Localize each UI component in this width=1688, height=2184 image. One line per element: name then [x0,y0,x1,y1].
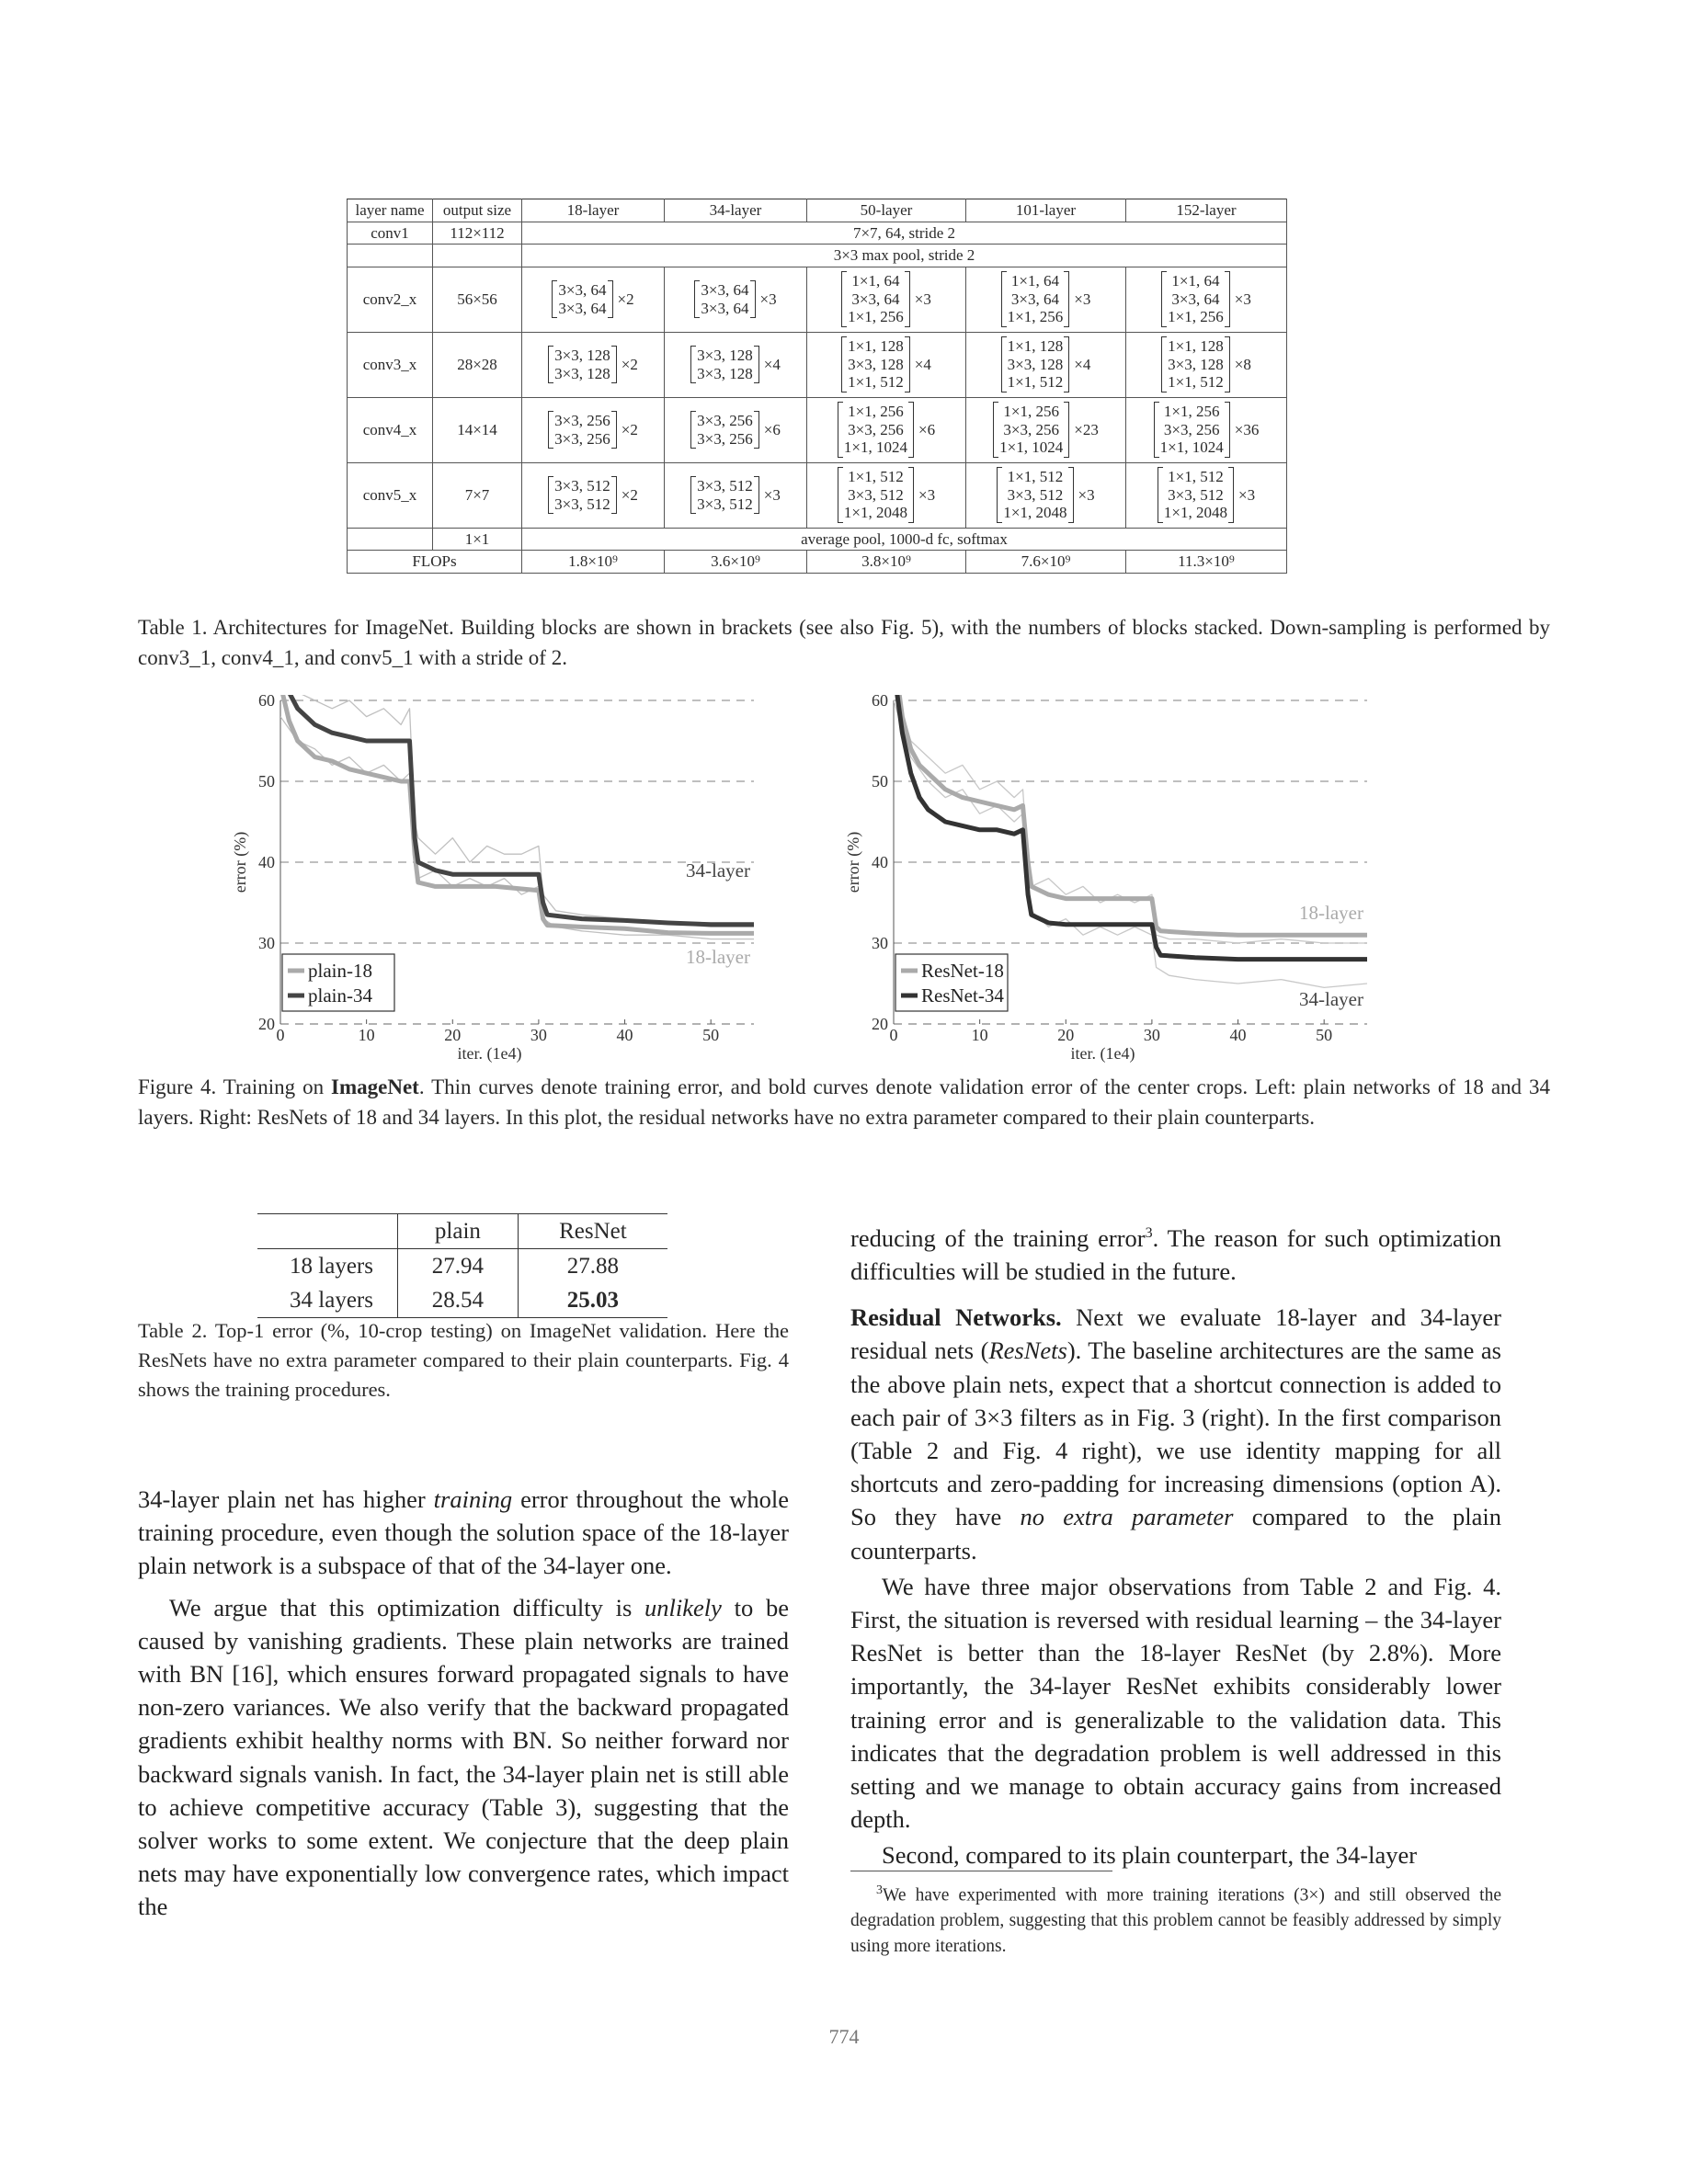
table-2-header [257,1214,398,1249]
block-spec [522,267,665,332]
bracket-block [1001,336,1091,392]
block-line: 3×3, 64 [1171,290,1220,308]
block-line: 3×3, 256 [848,420,904,438]
block-line: 3×3, 128 [697,364,753,382]
block-spec [966,332,1126,397]
layer-name: conv3_x [348,332,433,397]
flops-label: FLOPs [348,551,522,574]
legend-label: ResNet-34 [921,984,1004,1007]
block-spec [807,332,966,397]
block-multiplier: ×4 [914,355,931,373]
output-size: 112×112 [433,222,522,245]
x-tick-label: 40 [616,1026,633,1044]
table-2-header-row [257,1214,667,1249]
x-tick-label: 10 [971,1026,988,1044]
table-1-caption: Table 1. Architectures for ImageNet. Building blocks are shown in brackets (see also Fig. 5), with the numbers of blocks stacked. Down-sampling is performed by conv3_1, conv4_1, and conv5_1 with a stride of 2. [138,616,1550,669]
block-multiplier: ×3 [1074,290,1091,308]
table-1-row-maxpool [348,245,1287,267]
series-annotation: 18-layer [1299,902,1363,924]
series-annotation: 34-layer [686,859,750,882]
y-tick-label: 20 [872,1015,888,1033]
paragraph: Second, compared to its plain counterpart, the 34-layer [882,1841,1418,1870]
table-2-caption: Table 2. Top-1 error (%, 10-crop testing) on ImageNet validation. Here the ResNets have no extra parameter compared to their plain counterparts. Fig. 4 shows the training procedures. [138,1319,789,1401]
series-line [894,688,1367,943]
y-tick-label: 20 [258,1015,275,1033]
paragraph: We argue that this optimization difficulty is unlikely to be caused by vanishing gradients. These plain networks are trained with BN [16], which ensures forward propagated signals to have non-zero variances. We also verify that the backward propagated gradients exhibit healthy norms with BN. So neither forward nor backward signals vanish. In fact, the 34-layer plain net is still able to achieve competitive accuracy (Table 3), suggesting that the solver works to some extent. We conjecture that the deep plain nets may have exponentially low convergence rates, which impact the [138,1593,790,1921]
block-line: 3×3, 512 [554,477,610,495]
legend-label: plain-34 [308,984,372,1007]
block-multiplier: ×3 [918,485,936,504]
block-line: 3×3, 64 [851,290,900,308]
block-line: 1×1, 256 [1163,403,1220,421]
block-line: 1×1, 256 [1168,308,1224,326]
table-1-header: 152-layer [1126,199,1287,222]
table-2-header: ResNet [518,1214,667,1249]
bracket-block [690,411,781,449]
y-axis-label: error (%) [844,831,862,893]
flops-value: 11.3×10⁹ [1126,551,1287,574]
block-multiplier: ×2 [621,420,638,438]
table-1-row-stage [348,332,1287,397]
block-line: 3×3, 256 [1003,420,1059,438]
table-1-header: 18-layer [522,199,665,222]
y-tick-label: 30 [872,934,888,952]
block-line: 1×1, 512 [1007,373,1064,392]
x-tick-label: 0 [889,1026,898,1044]
block-multiplier: ×6 [763,420,781,438]
table-2-cell: 18 layers [257,1249,398,1284]
block-line: 3×3, 64 [701,281,749,300]
paragraph: reducing of the training error$^3$. The reason for such optimization difficulties will be studied in the future. [850,1223,1501,1286]
block-multiplier: ×2 [621,485,638,504]
block-line: 3×3, 128 [1007,355,1064,373]
block-line: 1×1, 2048 [1003,504,1067,522]
layer-name: conv1 [348,222,433,245]
bracket-block [1001,271,1091,327]
y-tick-label: 30 [258,934,275,952]
block-line: 3×3, 512 [848,485,904,504]
bracket-block [548,411,638,449]
x-tick-label: 20 [1057,1026,1075,1044]
legend-label: ResNet-18 [921,960,1004,982]
table-1 [347,199,1287,574]
block-line: 3×3, 512 [697,477,753,495]
series-line [280,717,754,939]
table-1-row-conv1 [348,222,1287,245]
block-spec [665,462,807,528]
section-heading: Residual Networks. [850,1303,1062,1332]
figure-4-caption [138,1072,1550,1132]
table-1-header-row [348,199,1287,222]
x-tick-label: 0 [276,1026,285,1044]
block-line: 3×3, 256 [554,412,610,430]
bracket-block [548,346,638,383]
paragraph: 34-layer plain net has higher training error throughout the whole training procedure, even though the solution space of the 18-layer plain network is a subspace of that of the 34-layer one. [138,1485,789,1580]
block-line: 3×3, 512 [1007,485,1064,504]
y-tick-label: 40 [872,853,888,871]
block-multiplier: ×3 [1234,290,1251,308]
table-2 [257,1213,667,1318]
block-multiplier: ×4 [763,355,781,373]
conv1-spec: 7×7, 64, stride 2 [522,222,1287,245]
block-line: 1×1, 64 [851,272,900,290]
table-2-cell: 34 layers [257,1283,398,1318]
block-line: 1×1, 256 [848,308,904,326]
output-size: 1×1 [433,528,522,551]
output-size: 7×7 [433,462,522,528]
block-line: 1×1, 256 [848,403,904,421]
block-line: 1×1, 2048 [843,504,907,522]
final-spec: average pool, 1000-d fc, softmax [522,528,1287,551]
table-1-header: layer name [348,199,433,222]
output-size: 56×56 [433,267,522,332]
series-annotation: 34-layer [1299,988,1363,1010]
bracket-block [993,402,1099,458]
bracket-block [841,336,931,392]
block-line: 1×1, 512 [1007,468,1064,486]
bracket-block [548,476,638,514]
table-2-row [257,1249,667,1284]
block-line: 1×1, 128 [848,337,904,356]
y-axis-label: error (%) [231,831,249,893]
table-2-cell: 27.88 [566,1253,620,1279]
bracket-block [838,467,935,523]
flops-value: 3.6×10⁹ [665,551,807,574]
block-line: 3×3, 64 [1010,290,1059,308]
legend-label: plain-18 [308,960,372,982]
block-line: 1×1, 256 [1007,308,1064,326]
block-spec [522,462,665,528]
flops-value: 1.8×10⁹ [522,551,665,574]
paragraph: Residual Networks. Next we evaluate 18-layer and 34-layer residual nets (ResNets). The baseline architectures are the same as the above plain nets, expect that a shortcut connection is added to each pair of 3×3 filters as in Fig. 3 (right). In the first comparison (Table 2 and Fig. 4 right), we use identity mapping for all shortcuts and zero-padding for increasing dimensions (option A). So they have no extra parameter compared to the plain counterparts. [850,1303,1502,1564]
bracket-block [690,476,781,514]
figure-4-left-chart [225,688,814,1074]
table-1-row-stage [348,267,1287,332]
block-line: 3×3, 256 [697,412,753,430]
flops-value: 3.8×10⁹ [807,551,966,574]
series-line [280,688,754,933]
block-line: 1×1, 1024 [843,438,907,457]
block-multiplier: ×4 [1074,355,1091,373]
x-tick-label: 40 [1229,1026,1247,1044]
block-line: 3×3, 64 [558,281,607,300]
y-tick-label: 50 [872,772,888,791]
block-line: 3×3, 512 [554,495,610,513]
bracket-block [694,280,776,318]
block-line: 3×3, 128 [848,355,904,373]
series-annotation: 18-layer [686,946,750,968]
block-line: 1×1, 64 [1171,272,1220,290]
block-line: 3×3, 256 [554,429,610,448]
block-multiplier: ×8 [1234,355,1251,373]
x-tick-label: 50 [702,1026,720,1044]
table-2-cell-best: 25.03 [518,1283,667,1318]
block-line: 3×3, 128 [554,364,610,382]
table-1-header: 34-layer [665,199,807,222]
block-line: 3×3, 64 [701,299,749,317]
block-spec [522,332,665,397]
table-1-header: 101-layer [966,199,1126,222]
output-size: 14×14 [433,397,522,462]
bracket-block [552,280,633,318]
table-2-cell: 27.94 [398,1249,519,1284]
block-spec [1126,332,1287,397]
figure-4-right-chart [838,688,1427,1074]
bracket-block [1161,271,1251,327]
block-line: 3×3, 128 [554,347,610,365]
paragraph: We have three major observations from Table 2 and Fig. 4. First, the situation is reversed with residual learning – the 34-layer ResNet is better than the 18-layer ResNet (by 2.8%). More importantly, the 34-layer ResNet exhibits considerably lower training error and is generalizable to the validation data. This indicates that the degradation problem is well addressed in this setting and we manage to obtain accuracy gains from increased depth. [850,1572,1501,1834]
x-tick-label: 30 [1143,1026,1160,1044]
block-line: 1×1, 64 [1010,272,1059,290]
block-line: 3×3, 128 [1168,355,1224,373]
block-line: 1×1, 1024 [1159,438,1224,457]
bracket-block [1154,402,1260,458]
block-spec [665,267,807,332]
bracket-block [997,467,1094,523]
block-spec [1126,267,1287,332]
block-line: 1×1, 512 [1168,373,1224,392]
maxpool-spec: 3×3 max pool, stride 2 [522,245,1287,267]
block-spec [807,462,966,528]
block-line: 1×1, 512 [1168,468,1224,486]
page-number: 774 [828,2025,860,2048]
block-multiplier: ×36 [1234,420,1260,438]
block-spec [665,332,807,397]
table-1-header: 50-layer [807,199,966,222]
y-tick-label: 40 [258,853,275,871]
x-tick-label: 30 [530,1026,547,1044]
layer-name: conv4_x [348,397,433,462]
x-tick-label: 50 [1316,1026,1333,1044]
bracket-block [838,402,935,458]
caption-prefix: Figure 4. Training on [138,1075,332,1098]
bracket-block [1158,467,1255,523]
block-multiplier: ×3 [759,290,777,308]
y-tick-label: 60 [258,691,275,710]
output-size: 28×28 [433,332,522,397]
table-1-row-stage [348,462,1287,528]
block-spec [807,267,966,332]
table-1-row-flops [348,551,1287,574]
block-multiplier: ×23 [1074,420,1099,438]
y-tick-label: 60 [872,691,888,710]
y-tick-label: 50 [258,772,275,791]
block-spec [966,397,1126,462]
flops-value: 7.6×10⁹ [966,551,1126,574]
block-line: 3×3, 256 [697,429,753,448]
block-spec [665,397,807,462]
block-line: 3×3, 256 [1163,420,1220,438]
x-tick-label: 10 [358,1026,375,1044]
table-1-header: output size [433,199,522,222]
block-spec [966,267,1126,332]
caption-bold: ImageNet [331,1075,419,1098]
block-multiplier: ×3 [1078,485,1095,504]
block-line: 3×3, 512 [697,495,753,513]
layer-name: conv5_x [348,462,433,528]
table-2-header: plain [398,1214,519,1249]
block-spec [1126,462,1287,528]
bracket-block [690,346,781,383]
series-line [894,700,1367,987]
block-line: 3×3, 128 [697,347,753,365]
block-multiplier: ×3 [763,485,781,504]
table-2-row [257,1283,667,1318]
block-line: 3×3, 512 [1168,485,1224,504]
block-multiplier: ×3 [1238,485,1256,504]
block-spec [1126,397,1287,462]
block-line: 1×1, 2048 [1163,504,1227,522]
block-line: 1×1, 128 [1007,337,1064,356]
block-line: 1×1, 128 [1168,337,1224,356]
block-line: 3×3, 64 [558,299,607,317]
x-axis-label: iter. (1e4) [457,1044,522,1063]
series-line [894,688,1367,935]
block-line: 1×1, 1024 [999,438,1064,457]
block-line: 1×1, 256 [1003,403,1059,421]
block-multiplier: ×6 [918,420,936,438]
x-tick-label: 20 [444,1026,462,1044]
table-1-row-final [348,528,1287,551]
bracket-block [841,271,931,327]
block-spec [522,397,665,462]
block-multiplier: ×2 [617,290,634,308]
block-line: 1×1, 512 [848,468,904,486]
footnote: $^3$We have experimented with more training iterations (3×) and still observed the degradation problem, suggesting that this problem cannot be feasibly addressed by simply using more iterations. [850,1883,1501,1956]
table-2-cell: 28.54 [398,1283,519,1318]
table-1-row-stage [348,397,1287,462]
block-line: 1×1, 512 [848,373,904,392]
right-column [850,1217,1501,1872]
layer-name: conv2_x [348,267,433,332]
block-spec [966,462,1126,528]
block-multiplier: ×3 [914,290,931,308]
bracket-block [1161,336,1251,392]
x-axis-label: iter. (1e4) [1070,1044,1135,1063]
block-multiplier: ×2 [621,355,638,373]
series-line [894,688,1367,960]
left-column [138,1483,789,1924]
caption-rest: . Thin curves denote training error, and bold curves denote validation error of the center crops. Left: plain networks of 18 and 34 layers. Right: ResNets of 18 and 34 layers. In this plot, the residual networks have no extra parameter compared to their plain counterparts. [138,1075,1550,1129]
block-spec [807,397,966,462]
